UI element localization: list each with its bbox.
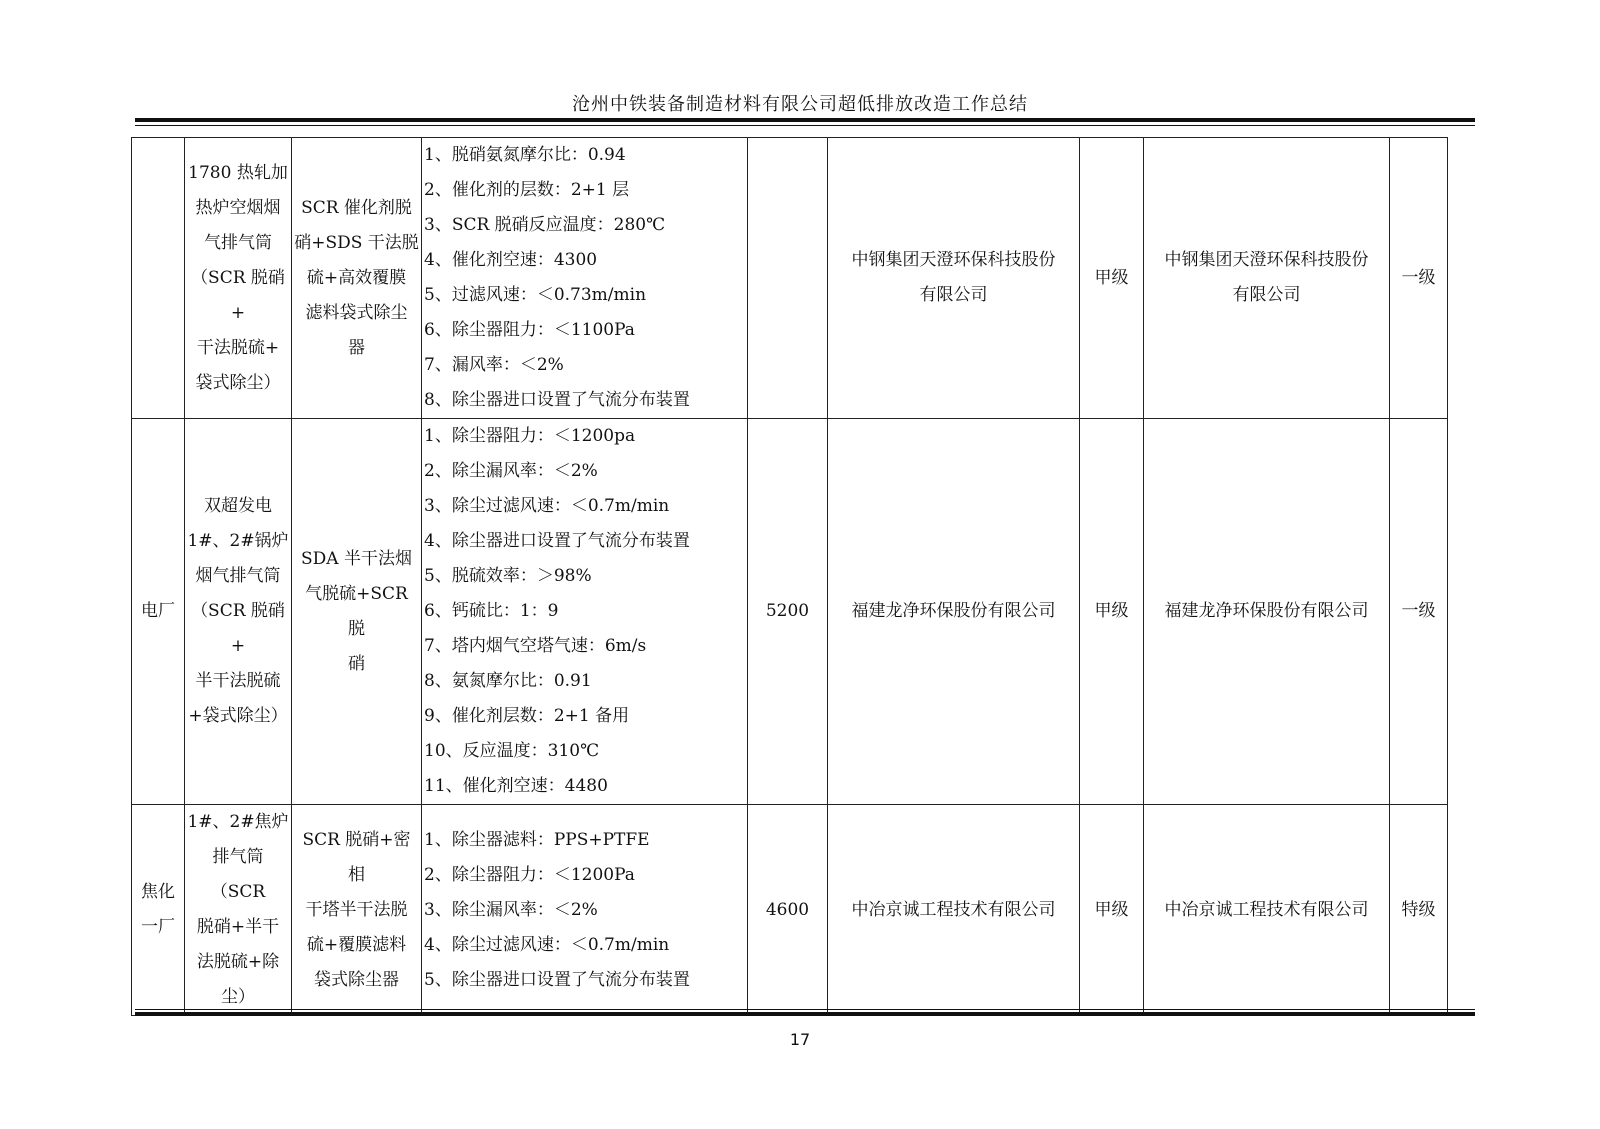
params-cell: [422, 138, 748, 419]
source-line: 热炉空烟烟: [195, 197, 281, 218]
investment-cell: 5200: [748, 419, 828, 805]
builder-cell: [1144, 805, 1390, 1016]
builder-cell: [1144, 138, 1390, 419]
designer-line: 有限公司: [919, 285, 988, 305]
param-line: 2、催化剂的层数：2+1 层: [424, 180, 630, 200]
source-cell: [185, 419, 292, 805]
design-grade-cell: 甲级: [1080, 138, 1144, 419]
process-line: SCR 催化剂脱: [301, 197, 412, 218]
unit-line: 一厂: [141, 917, 175, 937]
designer-cell: [828, 419, 1080, 805]
source-line: 1#、2#焦炉: [187, 812, 289, 832]
param-line: 1、除尘器滤料：PPS+PTFE: [424, 829, 650, 850]
builder-line: 福建龙净环保股份有限公司: [1164, 601, 1369, 621]
builder-cell: [1144, 419, 1390, 805]
unit-cell: 电厂: [132, 419, 185, 805]
process-line: 硝+SDS 干法脱: [294, 232, 419, 253]
designer-line: 中冶京诚工程技术有限公司: [851, 899, 1056, 920]
param-line: 1、除尘器阻力：＜1200pa: [424, 426, 636, 446]
param-line: 8、除尘器进口设置了气流分布装置: [424, 390, 690, 410]
param-line: 7、塔内烟气空塔气速：6m/s: [424, 636, 647, 656]
param-line: 1、脱硝氨氮摩尔比：0.94: [424, 145, 626, 165]
param-line: 2、除尘漏风率：＜2%: [424, 461, 598, 481]
source-cell: [185, 138, 292, 419]
param-line: 11、催化剂空速：4480: [424, 776, 608, 796]
source-line: +袋式除尘）: [188, 706, 288, 726]
param-line: 5、过滤风速：＜0.73m/min: [424, 285, 647, 305]
param-line: 4、催化剂空速：4300: [424, 250, 598, 270]
footer-rule-thin: [135, 1009, 1475, 1010]
process-line: 硝: [348, 653, 365, 674]
source-line: 尘）: [221, 987, 255, 1007]
source-line: 烟气排气筒: [195, 566, 281, 586]
params-cell: [422, 805, 748, 1016]
table-row: [132, 805, 1448, 1016]
param-line: 5、除尘器进口设置了气流分布装置: [424, 969, 690, 990]
source-line: 双超发电: [204, 496, 272, 516]
build-grade-cell: 一级: [1390, 138, 1448, 419]
unit-cell: [132, 138, 185, 419]
process-cell: [292, 419, 422, 805]
page-number: 17: [789, 1030, 811, 1049]
footer-rule-thick: [135, 1012, 1475, 1016]
source-line: 法脱硫+除: [196, 952, 280, 972]
source-line: 气排气筒: [204, 232, 272, 253]
source-line: 脱硝+半干: [196, 917, 280, 937]
source-line: 半干法脱硫: [195, 671, 281, 691]
process-line: 硫+高效覆膜: [306, 267, 407, 288]
investment-cell: 4600: [748, 805, 828, 1016]
process-line: 干塔半干法脱: [305, 899, 408, 920]
source-line: 1#、2#锅炉: [187, 531, 289, 551]
header-rule-thin: [135, 125, 1475, 126]
build-grade-cell: 一级: [1390, 419, 1448, 805]
process-line: 袋式除尘器: [314, 969, 399, 990]
designer-cell: [828, 138, 1080, 419]
page-header-title: 沧州中铁装备制造材料有限公司超低排放改造工作总结: [572, 94, 1028, 115]
process-line: SDA 半干法烟: [301, 548, 412, 569]
header-rule-thick: [135, 118, 1475, 122]
build-grade-cell: 特级: [1390, 805, 1448, 1016]
source-line: 干法脱硫+: [196, 337, 280, 358]
param-line: 6、除尘器阻力：＜1100Pa: [424, 320, 635, 340]
emission-equipment-table: [131, 137, 1448, 1016]
designer-line: 中钢集团天澄环保科技股份: [851, 250, 1056, 270]
param-line: 8、氨氮摩尔比：0.91: [424, 671, 592, 691]
process-line: 硫+覆膜滤料: [306, 934, 407, 955]
param-line: 10、反应温度：310℃: [424, 741, 600, 761]
builder-line: 中钢集团天澄环保科技股份: [1164, 250, 1369, 270]
design-grade-cell: 甲级: [1080, 419, 1144, 805]
source-line: （SCR 脱硝+: [191, 601, 285, 656]
process-line: 器: [348, 337, 365, 358]
process-cell: [292, 138, 422, 419]
process-line: 滤料袋式除尘: [305, 302, 408, 323]
param-line: 4、除尘器进口设置了气流分布装置: [424, 531, 690, 551]
param-line: 3、SCR 脱硝反应温度：280℃: [424, 215, 666, 235]
source-line: 排气筒（SCR: [210, 847, 266, 902]
unit-line: 焦化: [141, 882, 175, 902]
param-line: 4、除尘过滤风速：＜0.7m/min: [424, 934, 670, 955]
param-line: 9、催化剂层数：2+1 备用: [424, 706, 630, 726]
process-line: SCR 脱硝+密相: [302, 829, 411, 885]
designer-cell: [828, 805, 1080, 1016]
table-row: [132, 419, 1448, 805]
param-line: 3、除尘漏风率：＜2%: [424, 899, 598, 920]
design-grade-cell: 甲级: [1080, 805, 1144, 1016]
param-line: 3、除尘过滤风速：＜0.7m/min: [424, 496, 670, 516]
source-line: 袋式除尘）: [195, 372, 281, 393]
builder-line: 中冶京诚工程技术有限公司: [1164, 899, 1369, 920]
table-row: [132, 138, 1448, 419]
source-line: 1780 热轧加: [188, 162, 288, 183]
param-line: 6、钙硫比：1：9: [424, 601, 559, 621]
process-cell: [292, 805, 422, 1016]
param-line: 7、漏风率：＜2%: [424, 355, 564, 375]
source-line: （SCR 脱硝+: [191, 267, 285, 323]
param-line: 5、脱硫效率：＞98%: [424, 566, 592, 586]
param-line: 2、除尘器阻力：＜1200Pa: [424, 864, 635, 885]
process-line: 气脱硫+SCR 脱: [305, 583, 408, 639]
unit-cell: [132, 805, 185, 1016]
source-cell: [185, 805, 292, 1016]
params-cell: [422, 419, 748, 805]
investment-cell: [748, 138, 828, 419]
designer-line: 福建龙净环保股份有限公司: [851, 601, 1056, 621]
builder-line: 有限公司: [1232, 285, 1301, 305]
